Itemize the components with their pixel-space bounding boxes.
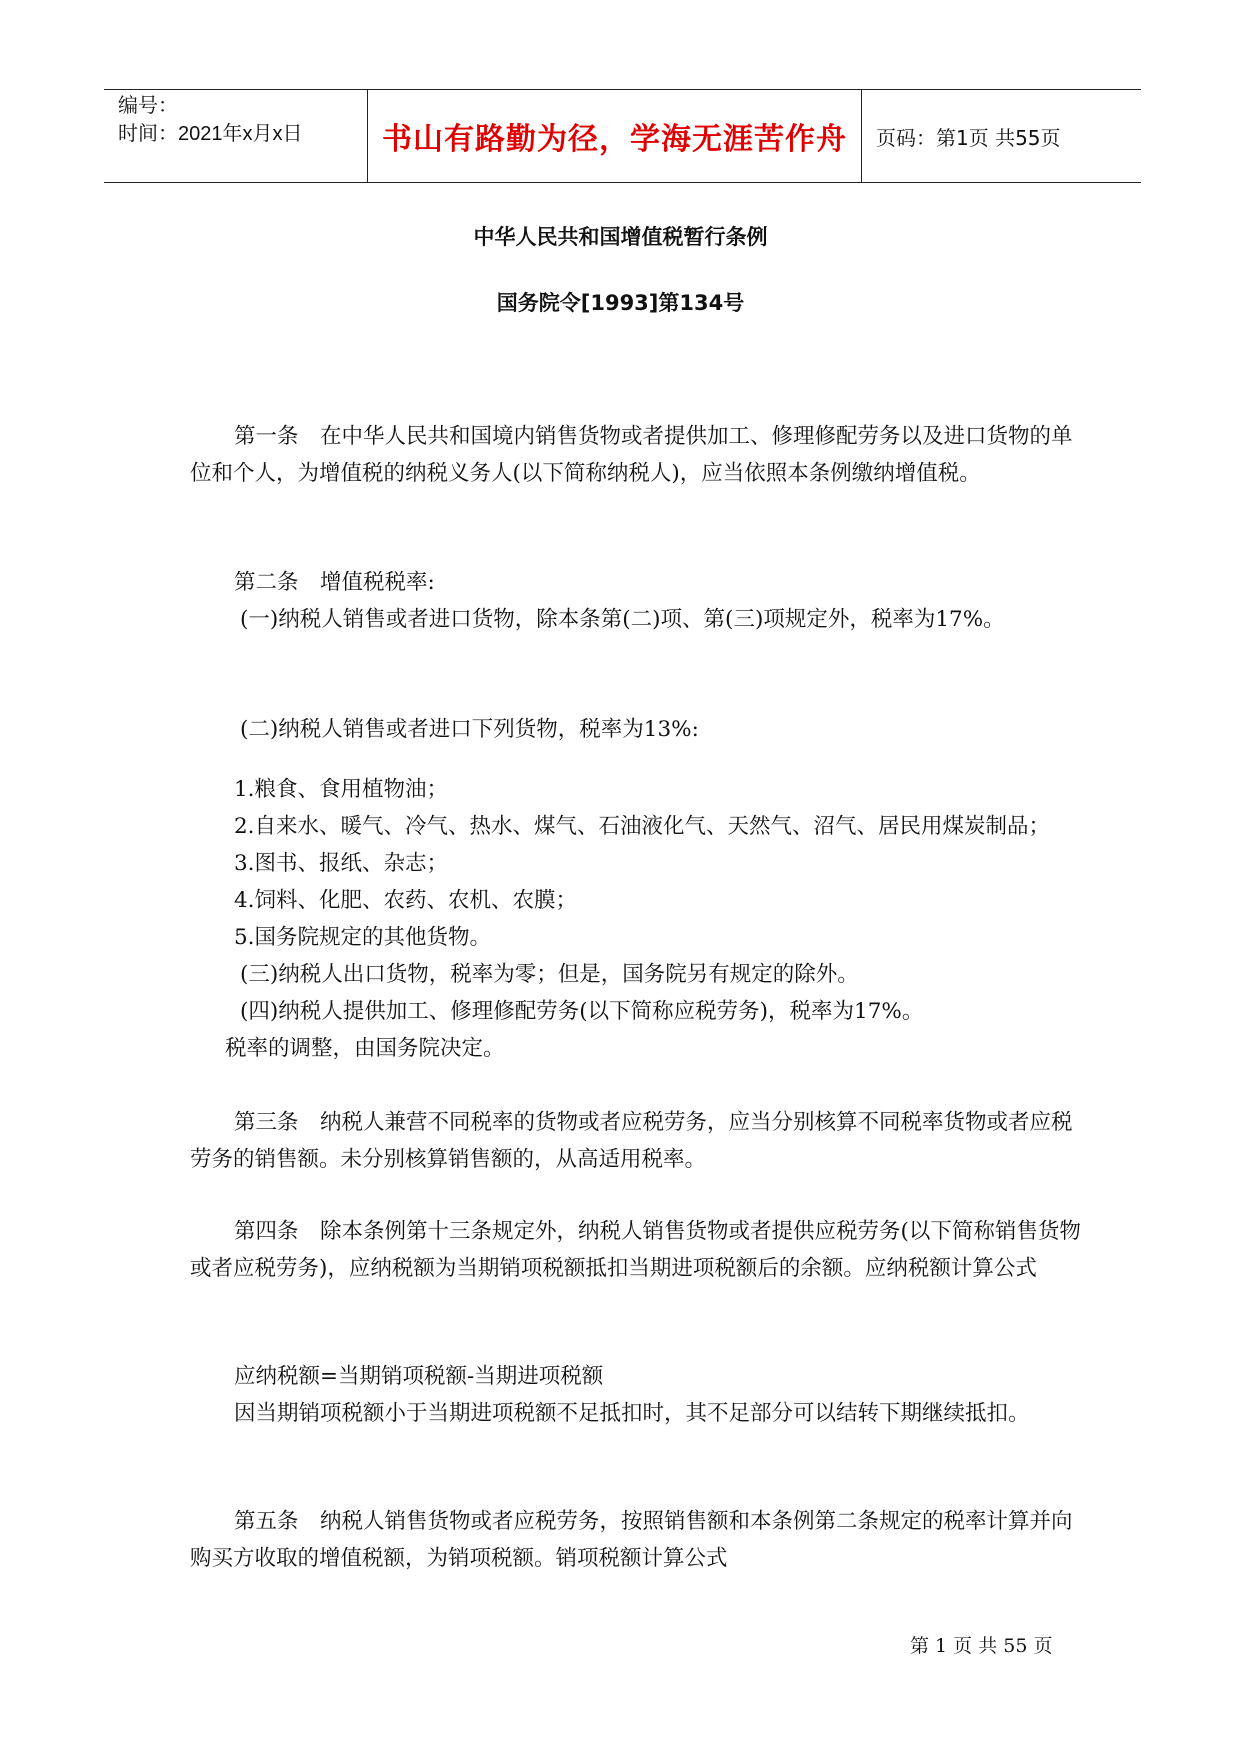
time-label: 时间：2021年x月x日: [118, 123, 303, 145]
paragraph: (三)纳税人出口货物，税率为零；但是，国务院另有规定的除外。: [240, 962, 859, 987]
article-3: [190, 1104, 1090, 1178]
paragraph: 第四条 除本条例第十三条规定外，纳税人销售货物或者提供应税劳务(以下简称销售货物或者应税劳务)，应纳税额为当期销项税额抵扣当期进项税额后的余额。应纳税额计算公式: [190, 1219, 1081, 1281]
formula-block: [190, 1358, 1090, 1432]
article-2-item-1: [190, 601, 1090, 638]
list-item: 3.图书、报纸、杂志；: [234, 851, 449, 876]
article-1: [190, 418, 1090, 492]
page-footer: 第 1 页 共 55 页: [910, 1635, 1053, 1657]
article-2-heading: [190, 564, 1090, 601]
list-item: 1.粮食、食用植物油；: [234, 777, 449, 802]
paragraph: (二)纳税人销售或者进口下列货物，税率为13%:: [240, 717, 699, 742]
header-meta: [104, 90, 368, 182]
motto-text: 书山有路勤为径，学海无涯苦作舟: [382, 122, 847, 157]
paragraph: 第三条 纳税人兼营不同税率的货物或者应税劳务，应当分别核算不同税率货物或者应税劳务的销售额。未分别核算销售额的，从高适用税率。: [190, 1110, 1073, 1172]
paragraph: 因当期销项税额小于当期进项税额不足抵扣时，其不足部分可以结转下期继续抵扣。: [234, 1401, 1030, 1426]
page-info-text: 页码：第1页 共55页: [876, 125, 1061, 150]
paragraph: 第二条 增值税税率:: [234, 570, 435, 595]
goods-list: [190, 771, 1090, 1067]
paragraph: (一)纳税人销售或者进口货物，除本条第(二)项、第(三)项规定外，税率为17%。: [240, 607, 1005, 632]
paragraph: (四)纳税人提供加工、修理修配劳务(以下简称应税劳务)，税率为17%。: [240, 999, 924, 1024]
paragraph: 税率的调整，由国务院决定。: [225, 1036, 505, 1061]
list-item: 2.自来水、暖气、冷气、热水、煤气、石油液化气、天然气、沼气、居民用煤炭制品；: [234, 814, 1051, 839]
header-page-info: [862, 90, 1141, 182]
number-label: 编号：: [118, 95, 178, 117]
article-4: [190, 1213, 1090, 1287]
document-title: 中华人民共和国增值税暂行条例: [473, 225, 768, 249]
paragraph: 第一条 在中华人民共和国境内销售货物或者提供加工、修理修配劳务以及进口货物的单位和个人，为增值税的纳税义务人(以下简称纳税人)，应当依照本条例缴纳增值税。: [190, 424, 1073, 486]
article-2-item-2: [190, 711, 1090, 748]
list-item: 5.国务院规定的其他货物。: [234, 925, 492, 950]
formula: 应纳税额=当期销项税额-当期进项税额: [234, 1364, 604, 1389]
article-5: [190, 1503, 1090, 1577]
list-item: 4.饲料、化肥、农药、农机、农膜；: [234, 888, 578, 913]
paragraph: 第五条 纳税人销售货物或者应税劳务，按照销售额和本条例第二条规定的税率计算并向购买方收取的增值税额，为销项税额。销项税额计算公式: [190, 1509, 1073, 1571]
document-subtitle: 国务院令[1993]第134号: [496, 291, 745, 315]
header-motto-cell: [368, 90, 862, 182]
document-header: [104, 89, 1141, 183]
